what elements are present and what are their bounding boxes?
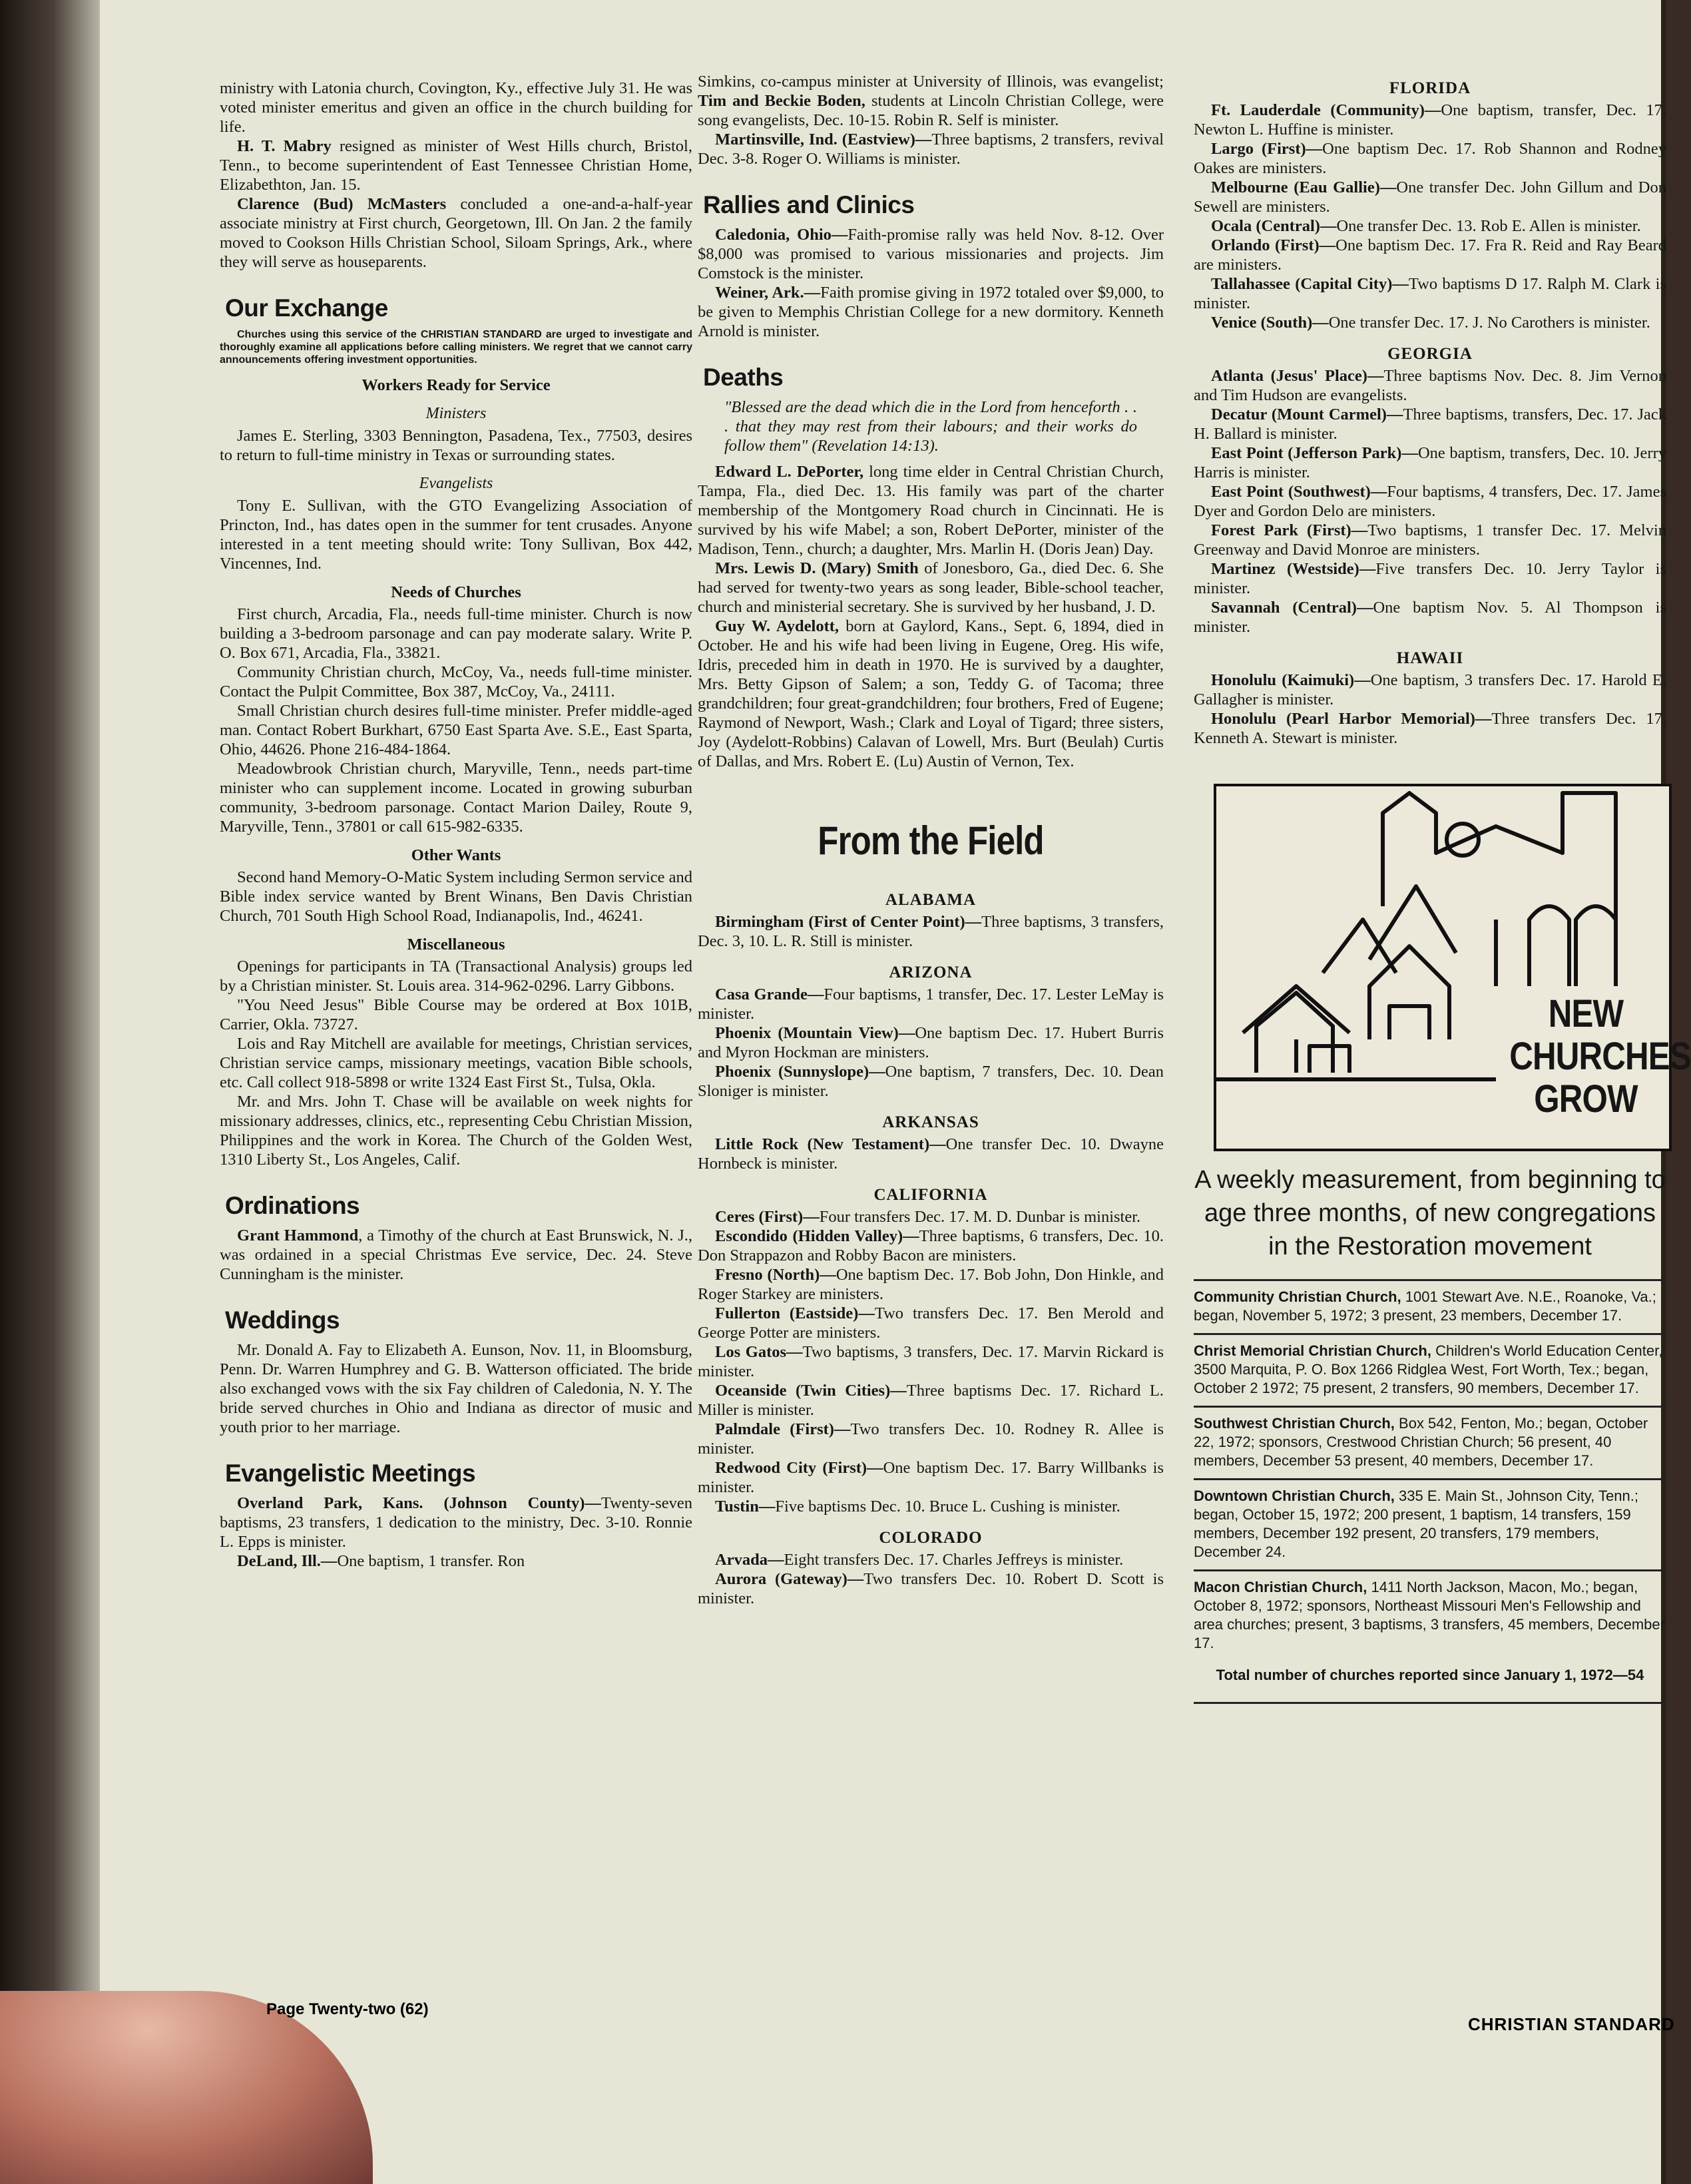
from-the-field-heading: From the Field xyxy=(818,818,1044,863)
need-item: First church, Arcadia, Fla., needs full-time minister. Church is now building a 3-bedroom parsonage and can pay moderate salary. Write P. O. Box 671, Arcadia, Fla., 33821. xyxy=(220,605,692,662)
rally-item: Caledonia, Ohio—Faith-promise rally was held Nov. 8-12. Over $8,000 was promised to various missionaries and projects. Jim Comstock is the minister. xyxy=(698,226,1164,282)
wants-text: Second hand Memory-O-Matic System including Sermon service and Bible index service wanted by Brent Winans, Ben Davis Christian Church, 701 South High School Road, Indianapolis, Ind., 46241. xyxy=(220,868,692,925)
ordinations-heading: Ordinations xyxy=(225,1192,360,1219)
new-church-entry: Community Christian Church, 1001 Stewart Ave. N.E., Roanoke, Va.; began, November 5, 1972; 3 present, 23 members, December 17. xyxy=(1194,1288,1656,1324)
new-church-entry: Christ Memorial Christian Church, Children's World Education Center, 3500 Marquita, P. O. Box 1266 Ridglea West, Fort Worth, Tex.; began, October 2 1972; 75 present, 2 transfers, 90 members, December 17. xyxy=(1194,1342,1663,1396)
field-reports-right xyxy=(1194,79,1666,748)
new-church-entry: Southwest Christian Church, Box 542, Fenton, Mo.; began, October 22, 1972; sponsors, Crestwood Christian Church; 56 present, 40 members, December 53 present, 40 members, December 17. xyxy=(1194,1415,1648,1469)
state-heading: COLORADO xyxy=(879,1529,983,1547)
workers-heading: Workers Ready for Service xyxy=(362,376,551,394)
field-report: Little Rock (New Testament)—One transfer Dec. 10. Dwayne Hornbeck is minister. xyxy=(698,1135,1164,1173)
field-report: Honolulu (Kaimuki)—One baptism, 3 transfers Dec. 17. Harold E. Gallagher is minister. xyxy=(1194,671,1667,708)
field-report: Ceres (First)—Four transfers Dec. 17. M. D. Dunbar is minister. xyxy=(715,1208,1141,1226)
state-heading: GEORGIA xyxy=(1387,345,1473,363)
new-churches-list xyxy=(1194,1288,1666,1653)
new-church-entry: Macon Christian Church, 1411 North Jackson, Macon, Mo.; began, October 8, 1972; sponsors, Northeast Missouri Men's Fellowship and area churches; present, 3 baptisms, 3 transfers, 45 members, December 17. xyxy=(1194,1579,1665,1651)
field-report: Venice (South)—One transfer Dec. 17. J. No Carothers is minister. xyxy=(1211,314,1650,332)
ministers-subheading: Ministers xyxy=(425,405,487,422)
needs-heading: Needs of Churches xyxy=(391,583,521,601)
field-report: Honolulu (Pearl Harbor Memorial)—Three transfers Dec. 17. Kenneth A. Stewart is minister. xyxy=(1194,710,1666,747)
field-report: Ocala (Central)—One transfer Dec. 13. Rob E. Allen is minister. xyxy=(1211,217,1641,235)
new-churches-grow-ad xyxy=(1214,784,1691,1151)
field-report: Melbourne (Eau Gallie)—One transfer Dec. John Gillum and Don Sewell are ministers. xyxy=(1194,178,1666,216)
field-report: Birmingham (First of Center Point)—Three baptisms, 3 transfers, Dec. 3, 10. L. R. Still is minister. xyxy=(698,913,1164,950)
field-report: Martinez (Westside)—Five transfers Dec. 10. Jerry Taylor is minister. xyxy=(1194,560,1666,597)
column-middle xyxy=(698,72,1164,1608)
binding-shadow xyxy=(0,0,107,2184)
field-report: Oceanside (Twin Cities)—Three baptisms Dec. 17. Richard L. Miller is minister. xyxy=(698,1382,1164,1419)
rally-item: Weiner, Ark.—Faith promise giving in 1972 totaled over $9,000, to be given to Memphis Christian College for a new dormitory. Kenneth Arnold is minister. xyxy=(698,284,1164,340)
field-report: Savannah (Central)—One baptism Nov. 5. Al Thompson is minister. xyxy=(1194,599,1666,636)
mabry-notice: H. T. Mabry resigned as minister of West Hills church, Bristol, Tenn., to become superintendent of East Tennessee Christian Home, Elizabethton, Jan. 15. xyxy=(220,137,692,194)
field-report: Aurora (Gateway)—Two transfers Dec. 10. Robert D. Scott is minister. xyxy=(698,1570,1164,1607)
exchange-note: Churches using this service of the CHRISTIAN STANDARD are urged to investigate and thoroughly examine all applications before calling ministers. We regret that we cannot carry announcements offering investment opportunities. xyxy=(220,329,692,366)
state-heading: FLORIDA xyxy=(1389,79,1471,97)
new-church-entry: Downtown Christian Church, 335 E. Main St., Johnson City, Tenn.; began, October 15, 1972; 200 present, 1 baptism, 14 transfers, 159 members, December 192 present, 20 transfers, 179 members, December 24. xyxy=(1194,1488,1638,1560)
need-item: Meadowbrook Christian church, Maryville, Tenn., needs part-time minister who can supplement income. Located in growing suburban community, 3-bedroom parsonage. Contact Marion Dailey, Route 9, Maryville, Tenn., 37801 or call 615-982-6335. xyxy=(220,760,692,836)
divider xyxy=(1194,1702,1666,1704)
field-report: Escondido (Hidden Valley)—Three baptisms, 6 transfers, Dec. 10. Don Strappazon and Robby Bacon are ministers. xyxy=(698,1227,1164,1264)
obituary: Mrs. Lewis D. (Mary) Smith of Jonesboro, Ga., died Dec. 6. She had served for twenty-two years as song leader, Bible-school teacher, church and ministerial secretary. She is survived by her husband, J. D. xyxy=(698,559,1164,616)
field-report: East Point (Southwest)—Four baptisms, 4 transfers, Dec. 17. James Dyer and Gordon Delo are ministers. xyxy=(1194,483,1666,520)
field-report: Atlanta (Jesus' Place)—Three baptisms Nov. Dec. 8. Jim Vernon and Tim Hudson are evangelists. xyxy=(1194,367,1666,404)
field-report: Fullerton (Eastside)—Two transfers Dec. 17. Ben Merold and George Potter are ministers. xyxy=(698,1304,1164,1342)
field-report: Largo (First)—One baptism Dec. 17. Rob Shannon and Rodney Oakes are ministers. xyxy=(1194,140,1666,177)
divider xyxy=(1194,1478,1666,1480)
scripture-quote: "Blessed are the dead which die in the Lord from henceforth . . . that they may rest from their labours; and their works do follow them" (Revelation 14:13). xyxy=(724,398,1137,455)
state-heading: ARIZONA xyxy=(889,963,973,981)
field-report: Los Gatos—Two baptisms, 3 transfers, Dec. 17. Marvin Rickard is minister. xyxy=(698,1343,1164,1380)
field-report: Orlando (First)—One baptism Dec. 17. Fra R. Reid and Ray Beard are ministers. xyxy=(1194,236,1666,274)
field-report: Forest Park (First)—Two baptisms, 1 transfer Dec. 17. Melvin Greenway and David Monroe are ministers. xyxy=(1194,521,1666,559)
misc-heading: Miscellaneous xyxy=(407,936,505,954)
misc-item: Openings for participants in TA (Transactional Analysis) groups led by a Christian minister. St. Louis area. 314-962-0296. Larry Gibbons. xyxy=(220,957,692,995)
our-exchange-heading: Our Exchange xyxy=(225,294,388,322)
total-churches: Total number of churches reported since January 1, 1972—54 xyxy=(1216,1667,1644,1683)
ministers-text: James E. Sterling, 3303 Bennington, Pasadena, Tex., 77503, desires to return to full-time ministry in Texas or surrounding states. xyxy=(220,427,692,464)
obituary: Edward L. DePorter, long time elder in Central Christian Church, Tampa, Fla., died Dec. 13. His family was part of the charter membership of the Montgomery Road church in Cincinnati. He is survived by his wife Mabel; a son, Robert DePorter, minister of the Madison, Tenn., church; a daughter, Mrs. Marlin H. (Doris Jean) Day. xyxy=(698,463,1164,558)
continued-paragraph: Simkins, co-campus minister at University of Illinois, was evangelist; Tim and Beckie Boden, students at Lincoln Christian College, were song evangelists, Dec. 10-15. Robin R. Self is minister. xyxy=(698,73,1164,129)
ordination-text: Grant Hammond, a Timothy of the church at East Brunswick, N. J., was ordained in a special Christmas Eve service, Dec. 24. Steve Cunningham is the minister. xyxy=(220,1227,692,1283)
field-report: Decatur (Mount Carmel)—Three baptisms, transfers, Dec. 17. Jack H. Ballard is minister. xyxy=(1194,406,1666,443)
state-heading: ARKANSAS xyxy=(882,1113,979,1131)
state-heading: ALABAMA xyxy=(885,891,977,909)
divider xyxy=(1194,1406,1666,1408)
column-right xyxy=(1194,67,1691,1711)
misc-item: "You Need Jesus" Bible Course may be ordered at Box 101B, Carrier, Okla. 73727. xyxy=(220,996,692,1033)
divider xyxy=(1194,1279,1666,1281)
evangelistic-item: Overland Park, Kans. (Johnson County)—Twenty-seven baptisms, 23 transfers, 1 dedication to the ministry, Dec. 3-10. Ronnie L. Epps is minister. xyxy=(220,1494,692,1551)
need-item: Community Christian church, McCoy, Va., needs full-time minister. Contact the Pulpit Committee, Box 387, McCoy, Va., 24111. xyxy=(220,663,692,700)
field-report: Tustin—Five baptisms Dec. 10. Bruce L. Cushing is minister. xyxy=(715,1498,1120,1515)
column-left xyxy=(220,79,692,1571)
rallies-heading: Rallies and Clinics xyxy=(703,191,915,218)
field-report: Casa Grande—Four baptisms, 1 transfer, Dec. 17. Lester LeMay is minister. xyxy=(698,985,1164,1023)
evangelistic-item: DeLand, Ill.—One baptism, 1 transfer. Ron xyxy=(237,1552,525,1570)
page-number: Page Twenty-two (62) xyxy=(266,2000,429,2018)
field-report: Phoenix (Mountain View)—One baptism Dec. 17. Hubert Burris and Myron Hockman are ministers. xyxy=(698,1024,1164,1061)
field-report: Phoenix (Sunnyslope)—One baptism, 7 transfers, Dec. 10. Dean Sloniger is minister. xyxy=(698,1063,1164,1100)
magazine-name: CHRISTIAN STANDARD xyxy=(1468,2014,1675,2034)
continued-paragraph: ministry with Latonia church, Covington, Ky., effective July 31. He was voted minister emeritus and given an office in the church building for life. xyxy=(220,79,692,136)
divider xyxy=(1194,1333,1666,1335)
obituary: Guy W. Aydelott, born at Gaylord, Kans., Sept. 6, 1894, died in October. He and his wife had been living in Eugene, Oreg. His wife, Idris, preceded him in death in 1970. He is survived by a daughter, Mrs. Betty Gipson of Salem; a son, Teddy G. of Tacoma; three grandchildren; four great-grandchildren; four brothers, Fred of Eugene; Raymond of Newport, Wash.; Clark and Loyal of Tigard; three sisters, Joy (Aydelott-Robbins) Calavan of Lowell, Mrs. Burt (Beulah) Curtis of Dallas, and Mrs. Robert E. (Lu) Austin of Vernon, Tex. xyxy=(698,617,1164,770)
other-wants-heading: Other Wants xyxy=(411,846,501,864)
state-heading: HAWAII xyxy=(1396,649,1464,667)
field-report: Palmdale (First)—Two transfers Dec. 10. Rodney R. Allee is minister. xyxy=(698,1420,1164,1458)
mcmasters-notice: Clarence (Bud) McMasters concluded a one-and-a-half-year associate ministry at First church, Georgetown, Ill. On Jan. 2 the family moved to Cookson Hills Christian School, Siloam Springs, Ark., where they will serve as houseparents. xyxy=(220,195,692,271)
deaths-heading: Deaths xyxy=(703,364,784,391)
martinsville-item: Martinsville, Ind. (Eastview)—Three baptisms, 2 transfers, revival Dec. 3-8. Roger O. Williams is minister. xyxy=(698,131,1164,168)
field-reports-middle xyxy=(698,890,1164,1608)
state-heading: CALIFORNIA xyxy=(873,1186,988,1204)
field-report: Fresno (North)—One baptism Dec. 17. Bob John, Don Hinkle, and Roger Starkey are ministers. xyxy=(698,1266,1164,1303)
misc-item: Mr. and Mrs. John T. Chase will be available on week nights for missionary addresses, clinics, etc., representing Cebu Christian Mission, Philippines and the work in Korea. The Church of the Golden West, 1310 Liberty St., Los Angeles, Calif. xyxy=(220,1093,692,1169)
field-report: Tallahassee (Capital City)—Two baptisms D 17. Ralph M. Clark is minister. xyxy=(1194,275,1666,312)
evangelistic-heading: Evangelistic Meetings xyxy=(225,1460,476,1487)
divider xyxy=(1194,1569,1666,1571)
field-report: Redwood City (First)—One baptism Dec. 17. Barry Willbanks is minister. xyxy=(698,1459,1164,1496)
field-report: Arvada—Eight transfers Dec. 17. Charles Jeffreys is minister. xyxy=(715,1551,1124,1569)
field-report: Ft. Lauderdale (Community)—One baptism, transfer, Dec. 17. Newton L. Huffine is minister. xyxy=(1194,101,1666,138)
field-report: East Point (Jefferson Park)—One baptism, transfers, Dec. 10. Jerry Harris is minister. xyxy=(1194,444,1666,481)
need-item: Small Christian church desires full-time minister. Prefer middle-aged man. Contact Robert Burkhart, 6750 East Sparta Ave. S.E., East Sparta, Ohio, 44626. Phone 216-484-1864. xyxy=(220,702,692,758)
weddings-heading: Weddings xyxy=(225,1306,340,1334)
evangelists-subheading: Evangelists xyxy=(419,475,493,492)
ad-title: NEW CHURCHES GROW xyxy=(1509,992,1691,1121)
misc-item: Lois and Ray Mitchell are available for meetings, Christian services, Christian service camps, missionary meetings, vacation Bible schools, etc. Call collect 918-5898 or write 1324 East First St., Tulsa, Okla. xyxy=(220,1035,692,1091)
wedding-text: Mr. Donald A. Fay to Elizabeth A. Eunson, Nov. 11, in Bloomsburg, Penn. Dr. Warren Humphrey and G. B. Watterson officiated. The bride also exchanged vows with the six Fay children of Caledonia, N. Y. The bride served churches in Ohio and Indiana as director of music and youth prior to her marriage. xyxy=(220,1341,692,1436)
ad-tagline: A weekly measurement, from beginning to age three months, of new congregations in the Restoration movement xyxy=(1194,1166,1666,1260)
evangelists-text: Tony E. Sullivan, with the GTO Evangelizing Association of Princton, Ind., has dates open in the summer for tent crusades. Anyone interested in a tent meeting should write: Tony Sullivan, Box 442, Vincennes, Ind. xyxy=(220,497,692,573)
